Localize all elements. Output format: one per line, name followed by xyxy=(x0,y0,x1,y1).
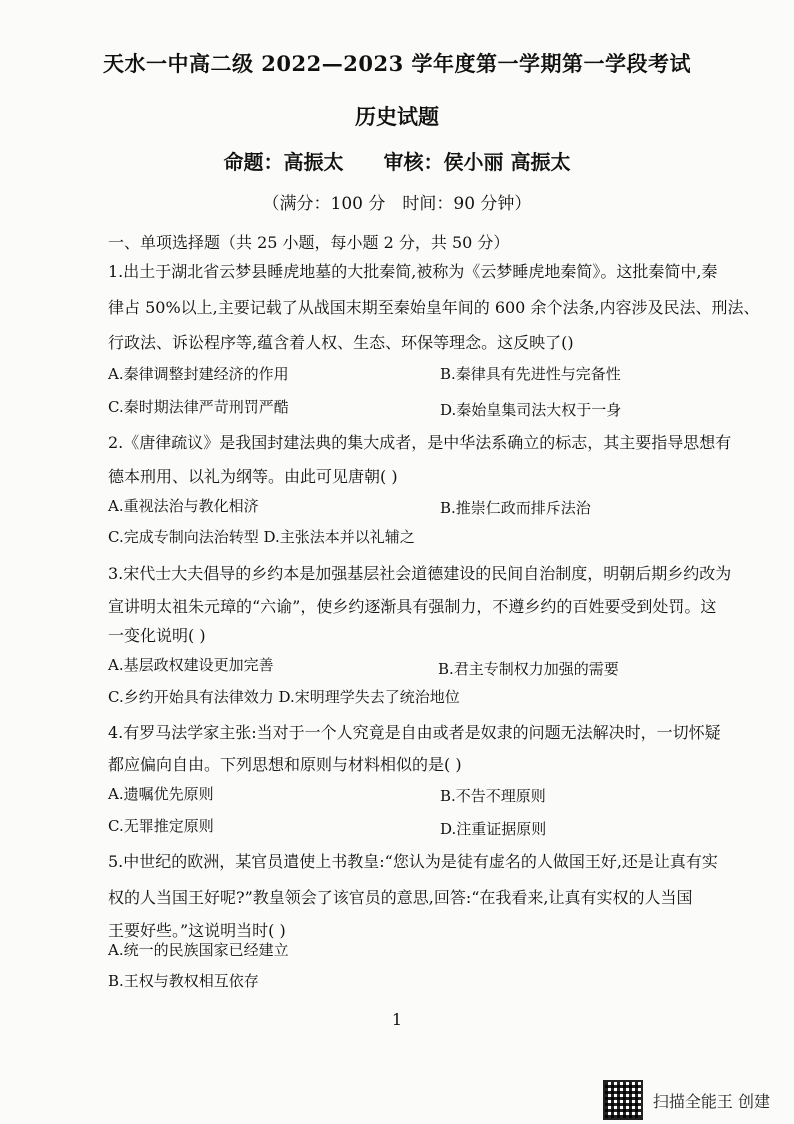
q5-line-3: 王要好些。”这说明当时( ) xyxy=(108,921,286,940)
q4-line-2: 都应偏向自由。下列思想和原则与材料相似的是( ) xyxy=(108,755,462,774)
q4-line-1: 4.有罗马法学家主张:当对于一个人究竟是自由或者是奴隶的问题无法解决时，一切怀疑 xyxy=(108,723,721,742)
q2-line-1: 2.《唐律疏议》是我国封建法典的集大成者，是中华法系确立的标志，其主要指导思想有 xyxy=(108,433,732,452)
q1-line-3: 行政法、诉讼程序等,蕴含着人权、生态、环保等理念。这反映了() xyxy=(108,333,574,352)
section-heading: 一、单项选择题（共 25 小题，每小题 2 分，共 50 分） xyxy=(108,233,510,252)
q3-line-3: 一变化说明( ) xyxy=(108,626,206,645)
exam-authors: 命题：高振太 审核：侯小丽 高振太 xyxy=(223,150,571,174)
q4-option-c: C.无罪推定原则 xyxy=(108,817,214,835)
q2-option-a: A.重视法治与教化相济 xyxy=(108,497,259,515)
scanner-watermark xyxy=(603,1080,770,1120)
exam-title: 天水一中高二级 2022—2023 学年度第一学期第一学段考试 xyxy=(102,51,691,76)
q5-line-2: 权的人当国王好呢?”教皇领会了该官员的意思,回答:“在我看来,让真有实权的人当国 xyxy=(108,888,693,907)
q1-option-b: B.秦律具有先进性与完备性 xyxy=(440,365,621,383)
q1-option-a: A.秦律调整封建经济的作用 xyxy=(108,365,289,383)
q2-option-b: B.推崇仁政而排斥法治 xyxy=(440,499,591,517)
exam-meta: （满分：100 分 时间：90 分钟） xyxy=(262,194,532,214)
q3-option-b: B.君主专制权力加强的需要 xyxy=(438,660,619,678)
scanner-label: 扫描全能王 创建 xyxy=(652,1091,770,1111)
q1-option-d: D.秦始皇集司法大权于一身 xyxy=(440,401,622,419)
exam-subtitle: 历史试题 xyxy=(355,104,439,129)
q5-line-1: 5.中世纪的欧洲，某官员遣使上书教皇:“您认为是徒有虚名的人做国王好,还是让真有实 xyxy=(108,852,718,871)
q3-line-1: 3.宋代士大夫倡导的乡约本是加强基层社会道德建设的民间自治制度，明朝后期乡约改为 xyxy=(108,564,732,583)
q5-option-b: B.王权与教权相互依存 xyxy=(108,972,259,990)
qr-code-icon xyxy=(603,1080,643,1120)
q3-option-a: A.基层政权建设更加完善 xyxy=(108,656,274,674)
q4-option-b: B.不告不理原则 xyxy=(440,787,546,805)
q1-line-1: 1.出土于湖北省云梦县睡虎地墓的大批秦简,被称为《云梦睡虎地秦简》。这批秦简中,秦 xyxy=(108,262,718,281)
page-number: 1 xyxy=(391,1010,403,1029)
q4-option-d: D.注重证据原则 xyxy=(440,820,547,838)
q1-option-c: C.秦时期法律严苛刑罚严酷 xyxy=(108,398,289,416)
q2-option-cd: C.完成专制向法治转型 D.主张法本并以礼辅之 xyxy=(108,528,415,546)
q2-line-2: 德本刑用、以礼为纲等。由此可见唐朝( ) xyxy=(108,467,398,486)
q3-line-2: 宣讲明太祖朱元璋的“六谕”，使乡约逐渐具有强制力，不遵乡约的百姓要受到处罚。这 xyxy=(108,597,717,616)
q3-option-cd: C.乡约开始具有法律效力 D.宋明理学失去了统治地位 xyxy=(108,688,460,706)
q5-option-a: A.统一的民族国家已经建立 xyxy=(108,941,289,959)
q1-line-2: 律占 50%以上,主要记载了从战国末期至秦始皇年间的 600 余个法条,内容涉及民法、刑法、 xyxy=(108,298,760,317)
q4-option-a: A.遗嘱优先原则 xyxy=(108,785,214,803)
